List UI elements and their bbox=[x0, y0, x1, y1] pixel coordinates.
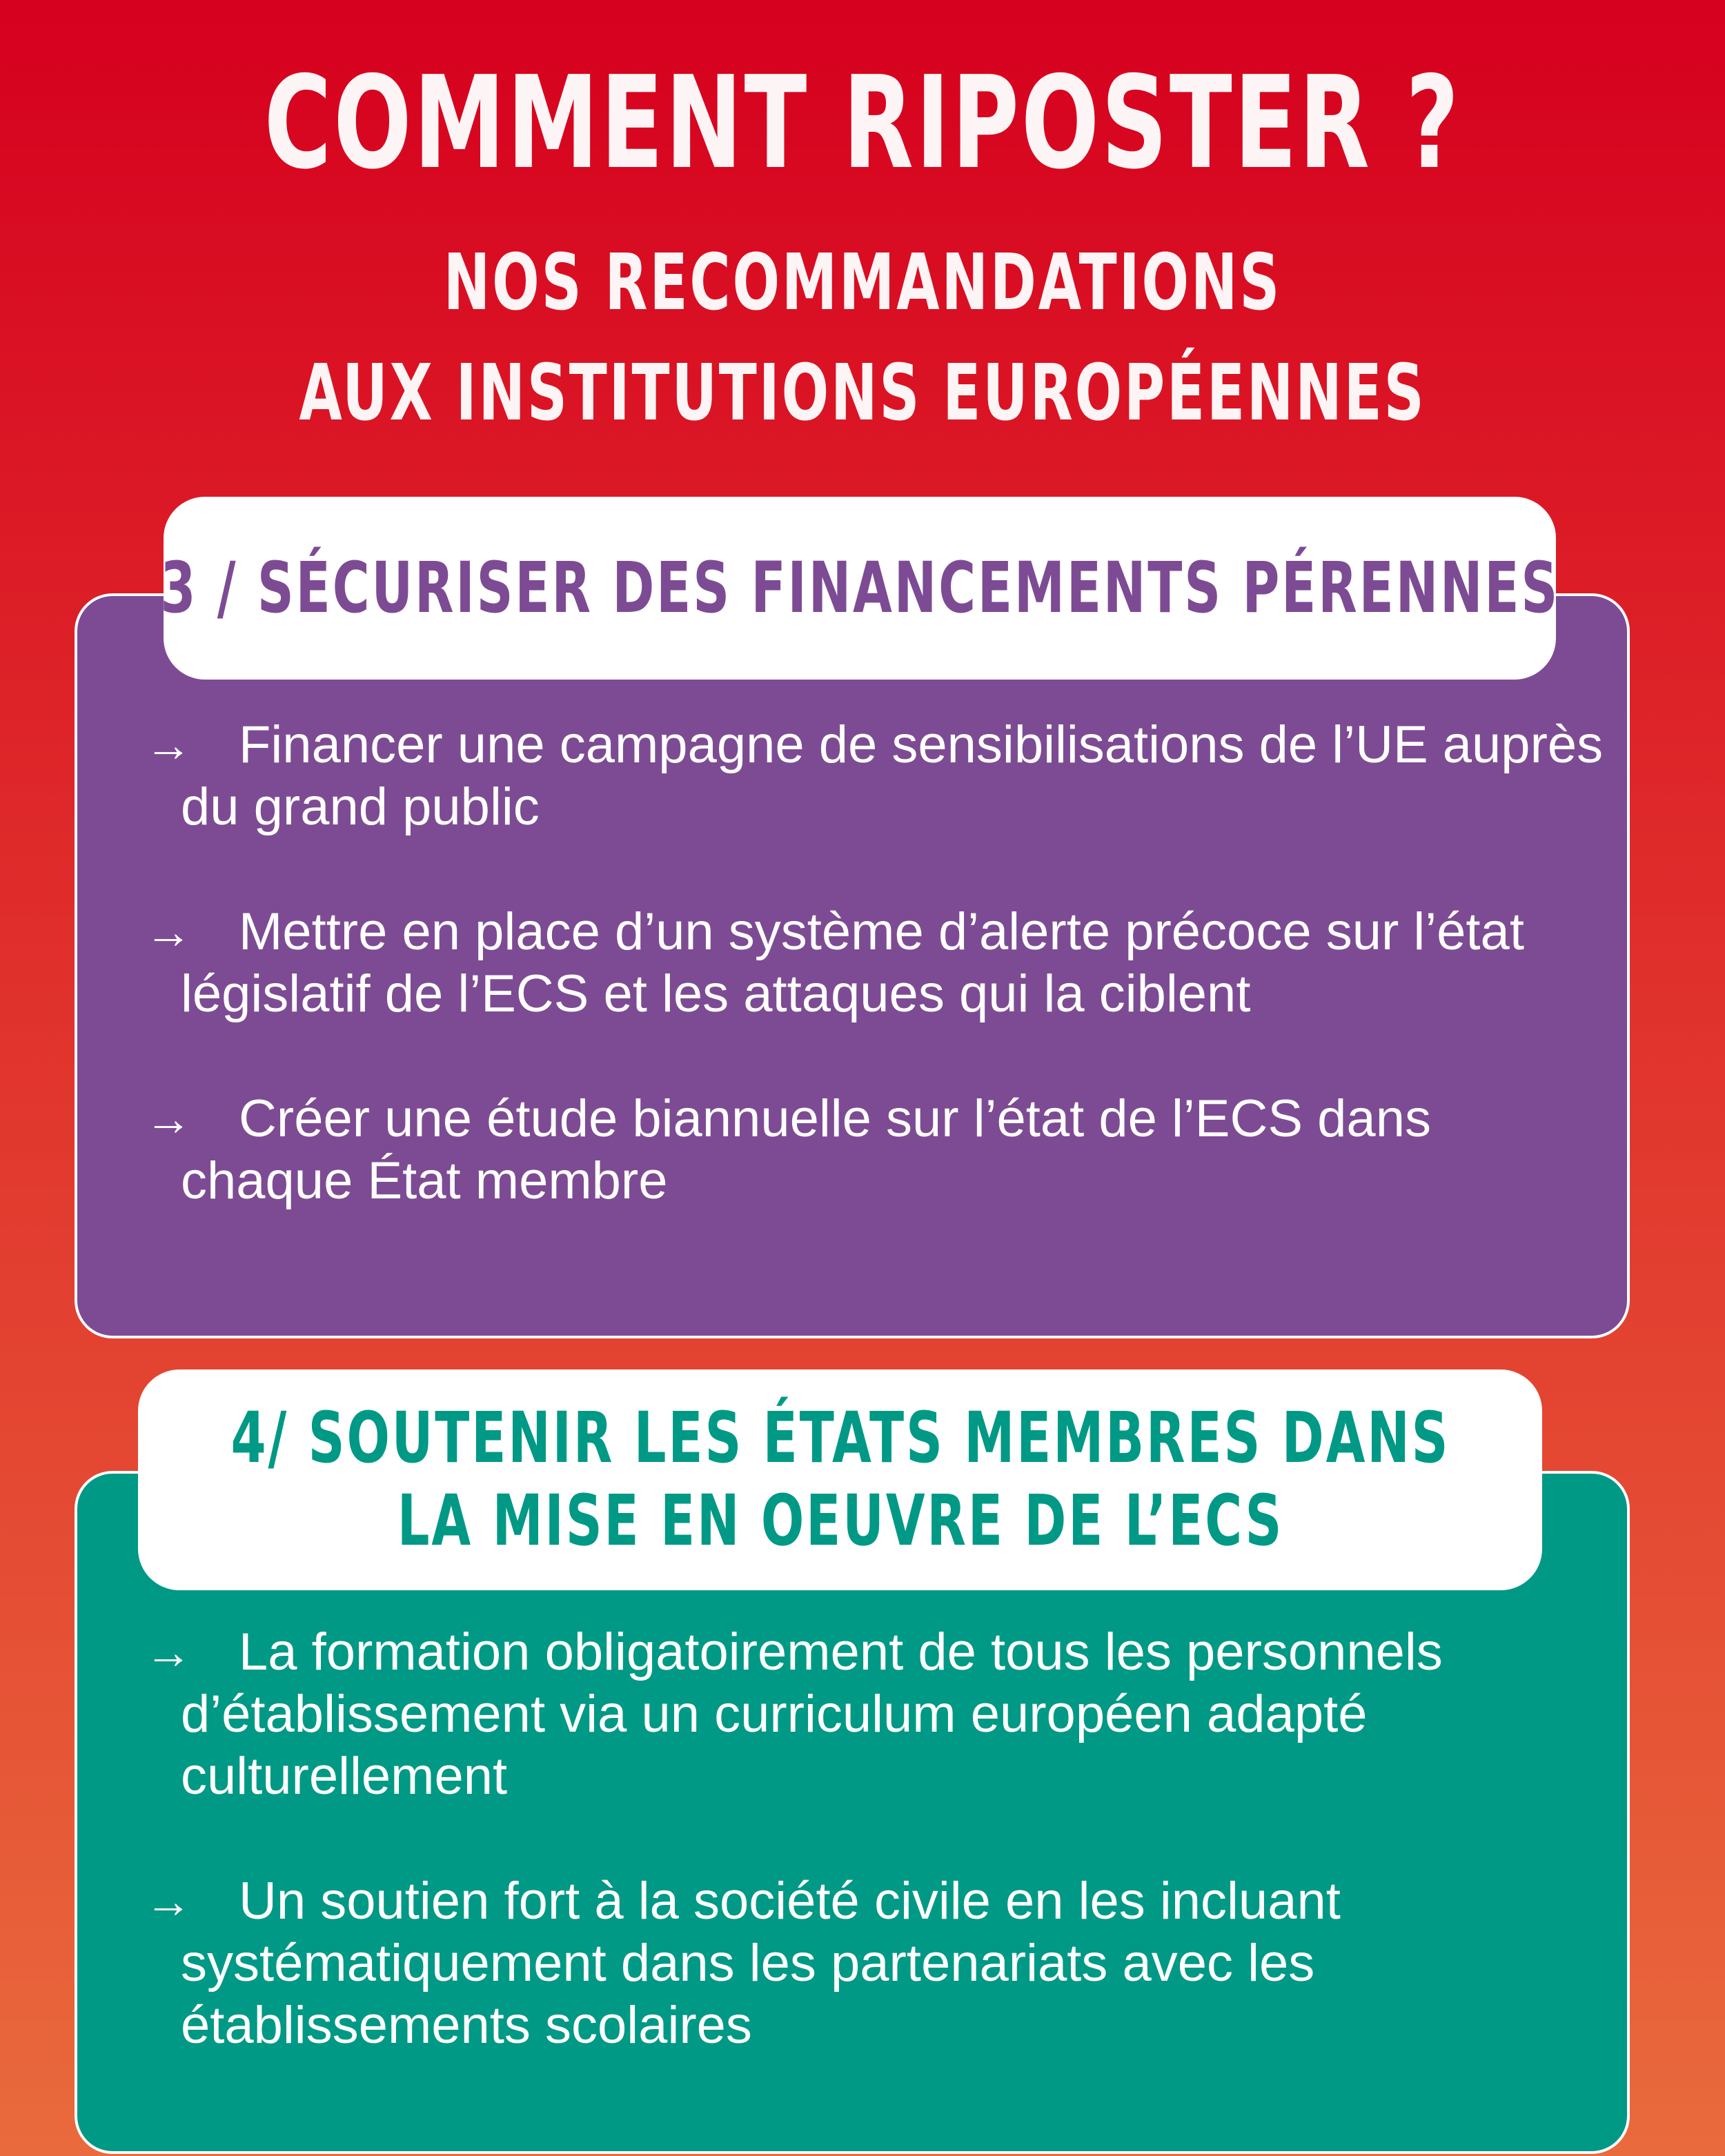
list-item bbox=[138, 714, 1608, 838]
arrow-right-icon: → bbox=[145, 1093, 192, 1145]
arrow-right-icon: → bbox=[145, 719, 192, 771]
section-4-header bbox=[138, 1369, 1542, 1590]
section-4-title-line: 4/ SOUTENIR LES ÉTATS MEMBRES DANS bbox=[230, 1397, 1450, 1479]
poster-title: COMMENT RIPOSTER ? bbox=[264, 48, 1461, 197]
section-4-title-line: LA MISE EN OEUVRE DE L’ECS bbox=[397, 1480, 1283, 1562]
list-item-text: Mettre en place d’un système d’alerte précoce sur l’état législatif de l’ECS et les attaques qui la ciblent bbox=[181, 902, 1524, 1023]
list-item-text: Un soutien fort à la société civile en les incluant systématiquement dans les partenariats avec les établissements scolaires bbox=[181, 1872, 1341, 2055]
subtitle-line: NOS RECOMMANDATIONS bbox=[443, 238, 1282, 328]
section-3-list bbox=[138, 714, 1608, 1275]
list-item-text: Financer une campagne de sensibilisations de l’UE auprès du grand public bbox=[181, 715, 1604, 836]
arrow-right-icon: → bbox=[145, 1875, 192, 1928]
section-3-header bbox=[160, 497, 1559, 680]
subtitle-line: AUX INSTITUTIONS EUROPÉENNES bbox=[299, 348, 1426, 438]
list-item bbox=[138, 1621, 1608, 1808]
list-item-text: Créer une étude biannuelle sur l’état de l’ECS dans chaque État membre bbox=[181, 1089, 1431, 1210]
arrow-right-icon: → bbox=[145, 1626, 192, 1679]
list-item-text: La formation obligatoirement de tous les personnels d’établissement via un curriculum européen adapté culturellement bbox=[181, 1623, 1443, 1806]
arrow-right-icon: → bbox=[145, 906, 192, 958]
section-4-title bbox=[230, 1397, 1450, 1563]
list-item bbox=[138, 901, 1608, 1025]
poster-subtitle bbox=[241, 228, 1483, 448]
section-3-title: 3 / SÉCURISER DES FINANCEMENTS PÉRENNES bbox=[160, 546, 1559, 629]
section-4-list bbox=[138, 1621, 1608, 2119]
list-item bbox=[138, 1088, 1608, 1212]
list-item bbox=[138, 1870, 1608, 2057]
